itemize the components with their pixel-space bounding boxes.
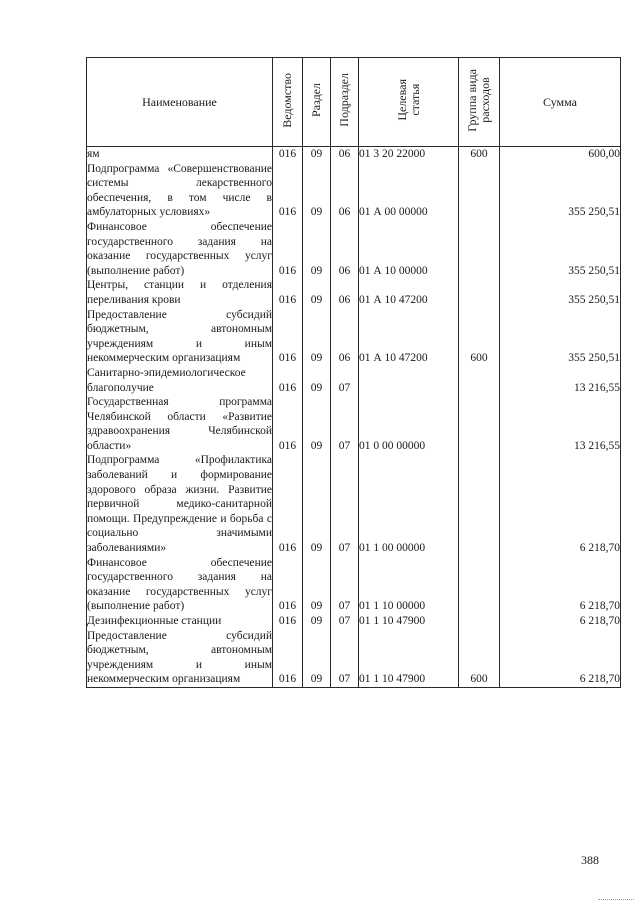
row-sum: 13 216,55 [500, 366, 621, 395]
row-name: Подпрограмма «Совершенствование системы лекарственного обеспечения, в том числе в амбулаторных условиях» [87, 162, 272, 219]
row-name: Финансовое обеспечение государственного задания на оказание государственных услуг (выполнение работ) [87, 556, 272, 613]
header-sum [500, 58, 621, 147]
row-section: 09 [303, 308, 331, 366]
row-expense-group: 600 [459, 308, 500, 366]
row-ministry: 016 [273, 147, 303, 162]
row-article: 01 А 00 00000 [359, 162, 459, 220]
row-name: Санитарно-эпидемиологическое благополучие [87, 366, 273, 395]
row-section: 09 [303, 162, 331, 220]
header-expense-group-line1: Группа вида [465, 68, 479, 132]
row-expense-group: 600 [459, 147, 500, 162]
header-name-text: Наименование [142, 94, 217, 109]
row-sum: 355 250,51 [500, 162, 621, 220]
row-article: 01 1 10 47900 [359, 614, 459, 629]
table-row [87, 614, 621, 629]
row-expense-group [459, 278, 500, 307]
table-row [87, 220, 621, 278]
table-row [87, 556, 621, 614]
scan-artifact-dots [598, 899, 634, 902]
row-ministry: 016 [273, 395, 303, 453]
row-subsection: 06 [331, 308, 359, 366]
row-expense-group [459, 453, 500, 555]
row-name: Предоставление субсидий бюджетным, автономным учреждениям и иным некоммерческим организациям [87, 629, 273, 688]
header-section [303, 58, 331, 147]
row-ministry: 016 [273, 556, 303, 614]
row-article: 01 А 10 00000 [359, 220, 459, 278]
header-expense-group [459, 58, 500, 147]
table-row [87, 395, 621, 453]
row-subsection: 07 [331, 453, 359, 555]
header-name [87, 58, 273, 147]
row-name: Государственная программа Челябинской области «Развитие здравоохранения Челябинской области» [87, 396, 272, 452]
row-name: Финансовое обеспечение государственного задания на оказание государственных услуг (выполнение работ) [87, 220, 272, 277]
table-row [87, 629, 621, 688]
header-sum-text: Сумма [543, 94, 577, 109]
row-name: ям [87, 147, 273, 162]
row-sum: 6 218,70 [500, 614, 621, 629]
header-section-text: Раздел [309, 83, 323, 118]
row-subsection: 06 [331, 278, 359, 307]
row-sum: 6 218,70 [500, 629, 621, 688]
row-subsection: 07 [331, 395, 359, 453]
row-article: 01 3 20 22000 [359, 147, 459, 162]
row-expense-group [459, 556, 500, 614]
row-name: Подпрограмма «Профилактика заболеваний и формирование здорового образа жизни. Развитие первичной медико-санитарной помощи. Предупреждение и борьба с социально значимыми заболеваниями» [87, 454, 272, 555]
row-ministry: 016 [273, 614, 303, 629]
row-section: 09 [303, 629, 331, 688]
row-article [359, 366, 459, 395]
row-expense-group [459, 366, 500, 395]
row-ministry: 016 [273, 453, 303, 555]
row-article: 01 А 10 47200 [359, 308, 459, 366]
row-subsection: 06 [331, 220, 359, 278]
row-section: 09 [303, 220, 331, 278]
row-section: 09 [303, 556, 331, 614]
row-expense-group: 600 [459, 629, 500, 688]
row-ministry: 016 [273, 278, 303, 307]
row-section: 09 [303, 147, 331, 162]
table-header-row [87, 58, 621, 147]
row-subsection: 07 [331, 629, 359, 688]
header-ministry-text: Ведомство [280, 72, 294, 128]
table-row [87, 162, 621, 220]
header-target-article-line2: статья [407, 84, 422, 117]
row-expense-group [459, 614, 500, 629]
table-row [87, 147, 621, 162]
row-ministry: 016 [273, 629, 303, 688]
row-sum: 355 250,51 [500, 278, 621, 307]
row-section: 09 [303, 278, 331, 307]
row-expense-group [459, 220, 500, 278]
row-sum: 355 250,51 [500, 308, 621, 366]
row-sum: 6 218,70 [500, 556, 621, 614]
table-row [87, 308, 621, 366]
header-expense-group-text [466, 69, 492, 132]
row-ministry: 016 [273, 308, 303, 366]
header-target-article-text [396, 79, 422, 121]
row-article: 01 1 00 00000 [359, 453, 459, 555]
table-row [87, 453, 621, 555]
row-sum: 355 250,51 [500, 220, 621, 278]
row-sum: 600,00 [500, 147, 621, 162]
row-article: 01 0 00 00000 [359, 395, 459, 453]
row-section: 09 [303, 614, 331, 629]
row-section: 09 [303, 453, 331, 555]
row-subsection: 07 [331, 556, 359, 614]
row-section: 09 [303, 395, 331, 453]
table-row [87, 278, 621, 307]
row-article: 01 1 10 47900 [359, 629, 459, 688]
row-name: Дезинфекционные станции [87, 614, 273, 629]
row-ministry: 016 [273, 366, 303, 395]
row-sum: 6 218,70 [500, 453, 621, 555]
header-expense-group-line2: расходов [478, 77, 492, 123]
budget-table [86, 57, 621, 688]
header-target-article-line1: Целевая [394, 79, 409, 122]
header-subsection-text: Подраздел [337, 73, 351, 128]
page-number: 388 [581, 853, 599, 867]
row-name: Центры, станции и отделения переливания крови [87, 279, 272, 306]
header-ministry [273, 58, 303, 147]
row-subsection: 07 [331, 614, 359, 629]
row-subsection: 06 [331, 162, 359, 220]
row-section: 09 [303, 366, 331, 395]
row-expense-group [459, 395, 500, 453]
row-ministry: 016 [273, 220, 303, 278]
row-article: 01 1 10 00000 [359, 556, 459, 614]
header-target-article [359, 58, 459, 147]
table-row [87, 366, 621, 395]
row-name: Предоставление субсидий бюджетным, автономным учреждениям и иным некоммерческим организациям [87, 308, 272, 365]
row-subsection: 07 [331, 366, 359, 395]
row-ministry: 016 [273, 162, 303, 220]
row-article: 01 А 10 47200 [359, 278, 459, 307]
row-sum: 13 216,55 [500, 395, 621, 453]
row-subsection: 06 [331, 147, 359, 162]
header-subsection [331, 58, 359, 147]
row-expense-group [459, 162, 500, 220]
